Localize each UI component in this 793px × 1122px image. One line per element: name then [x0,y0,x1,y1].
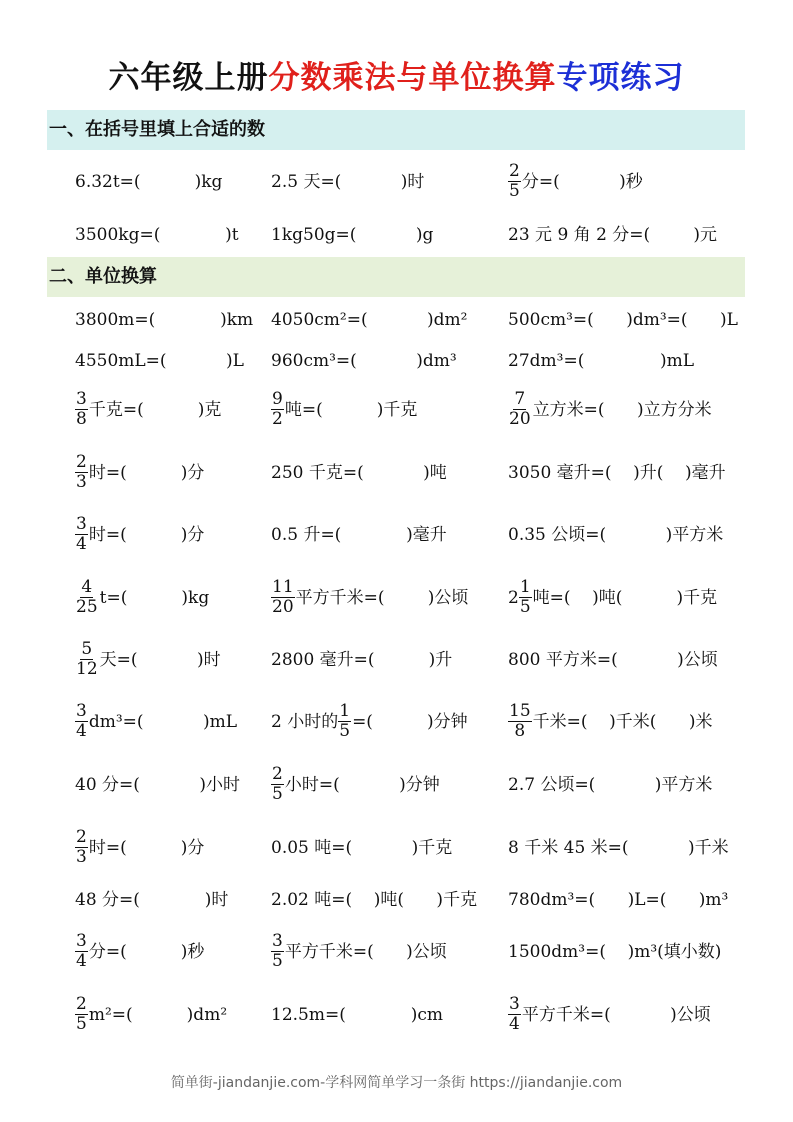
title-part-topic: 分数乘法与单位换算 [268,60,557,96]
exercise-text: 0.05 吨=( )千克 [271,838,453,858]
fraction-numerator: 3 [509,994,520,1014]
fraction [519,578,532,617]
exercise-item [508,310,738,330]
exercise-item [508,225,717,245]
exercise-text: 分=( )秒 [521,171,643,192]
exercise-item [271,310,468,330]
exercise-text: 3500kg=( )t [75,225,239,245]
exercise-text: 500cm³=( )dm³=( )L [508,310,738,330]
exercise-text: 时=( )分 [88,837,205,858]
fraction-numerator: 3 [76,931,87,951]
exercise-item [75,225,239,245]
exercise-text: dm³=( )mL [88,711,238,732]
fraction-numerator: 9 [272,389,283,409]
exercise-text: 2800 毫升=( )升 [271,650,453,670]
fraction [508,995,521,1034]
exercise-text: m²=( )dm² [88,1004,228,1025]
exercise-text: 千米=( )千米( )米 [532,711,713,732]
exercise-item [508,390,712,429]
exercise-text: 800 平方米=( )公顷 [508,650,718,670]
exercise-text: 1500dm³=( )m³(填小数) [508,942,722,962]
exercise-item [271,225,433,245]
exercise-item [508,578,717,617]
exercise-text: 12.5m=( )cm [271,1005,443,1025]
fraction-numerator: 15 [509,701,531,721]
exercise-item [508,162,643,201]
exercise-item [271,702,468,741]
exercise-item [271,765,440,804]
exercise-item [75,995,227,1034]
exercise-item [271,351,457,371]
exercise-text: 时=( )分 [88,462,205,483]
exercise-text: 960cm³=( )dm³ [271,351,457,371]
fraction-denominator: 12 [76,659,98,679]
exercise-text: 780dm³=( )L=( )m³ [508,890,729,910]
fraction-denominator: 25 [76,597,98,617]
exercise-item [271,838,452,858]
exercise-text: 40 分=( )小时 [75,775,240,795]
exercise-item [75,453,204,492]
exercise-item [508,702,712,741]
fraction-denominator: 5 [339,721,351,741]
exercise-item [508,650,718,670]
exercise-text: 1kg50g=( )g [271,225,434,245]
exercise-text: 立方米=( )立方分米 [532,399,712,420]
fraction [508,162,521,201]
fraction [75,515,88,554]
fraction-numerator: 7 [514,389,526,409]
title-part-practice: 专项练习 [556,60,685,96]
exercise-text: 时=( )分 [88,524,205,545]
fraction-numerator: 2 [509,161,520,181]
fraction-denominator: 8 [76,409,87,429]
exercise-text: 3800m=( )km [75,310,254,330]
exercise-text: 23 元 9 角 2 分=( )元 [508,225,718,245]
fraction-denominator: 5 [509,181,520,201]
exercise-text: 天=( )时 [99,649,221,670]
exercise-item [271,932,447,971]
exercise-text: 48 分=( )时 [75,890,229,910]
fraction [271,932,284,971]
exercise-prefix: 2 [508,587,519,608]
fraction-denominator: 20 [272,597,294,617]
exercise-text: 2.5 天=( )时 [271,172,425,192]
section-heading-unit-conversion: 二、单位换算 [47,257,745,297]
exercise-item [508,890,728,910]
fraction-denominator: 5 [519,597,531,617]
exercise-item [271,390,417,429]
fraction-denominator: 5 [76,1014,87,1034]
exercise-item [75,890,228,910]
exercise-text: 8 千米 45 米=( )千米 [508,838,729,858]
exercise-item [508,838,729,858]
exercise-item [75,515,204,554]
fraction-numerator: 2 [76,452,87,472]
fraction [271,578,295,617]
fraction [75,995,88,1034]
exercise-item [508,351,694,371]
fraction-numerator: 3 [272,931,283,951]
exercise-item [75,310,253,330]
fraction-numerator: 1 [519,577,531,597]
exercise-text: 平方千米=( )公顷 [521,1004,711,1025]
exercise-item [508,775,712,795]
exercise-item [271,578,468,617]
fraction-denominator: 20 [509,409,531,429]
exercise-text: 小时=( )分钟 [284,774,440,795]
fraction-numerator: 3 [76,514,87,534]
exercise-prefix: 2 小时的 [271,711,339,732]
exercise-text: 0.5 升=( )毫升 [271,525,447,545]
fraction [75,828,88,867]
exercise-text: 平方千米=( )公顷 [284,941,447,962]
exercise-text: 吨=( )千克 [284,399,418,420]
fraction [508,702,532,741]
exercise-text: 250 千克=( )吨 [271,463,447,483]
exercise-item [75,932,204,971]
exercise-item [271,463,447,483]
exercise-text: 6.32t=( )kg [75,172,223,192]
exercise-item [75,828,204,867]
fraction [271,765,284,804]
exercise-text: 分=( )秒 [88,941,205,962]
exercise-text: 27dm³=( )mL [508,351,695,371]
fraction [75,640,99,679]
exercise-item [75,702,237,741]
fraction-numerator: 3 [76,389,87,409]
title-part-grade: 六年级上册 [108,60,269,96]
fraction-denominator: 5 [272,951,283,971]
exercise-text: 千克=( )克 [88,399,222,420]
fraction [75,932,88,971]
fraction [75,702,88,741]
exercise-item [75,775,240,795]
fraction-numerator: 11 [272,577,294,597]
exercise-item [271,890,477,910]
exercise-text: 4050cm²=( )dm² [271,310,468,330]
exercise-item [271,1005,443,1025]
fraction-denominator: 3 [76,847,87,867]
exercise-item [508,525,723,545]
exercise-item [75,578,209,617]
exercise-text: 3050 毫升=( )升( )毫升 [508,463,726,483]
section-heading-fill-blanks: 一、在括号里填上合适的数 [47,110,745,150]
exercise-text: 吨=( )吨( )千克 [532,587,718,608]
exercise-item [508,942,721,962]
exercise-text: =( )分钟 [352,711,468,732]
fraction [338,702,351,741]
fraction-denominator: 4 [76,721,87,741]
fraction-denominator: 3 [76,472,87,492]
exercise-text: t=( )kg [99,587,210,608]
exercise-item [271,525,447,545]
exercise-text: 2.7 公顷=( )平方米 [508,775,713,795]
exercise-item [271,650,452,670]
exercise-text: 平方千米=( )公顷 [295,587,469,608]
fraction [75,453,88,492]
exercise-text: 0.35 公顷=( )平方米 [508,525,724,545]
exercise-text: 2.02 吨=( )吨( )千克 [271,890,478,910]
exercise-item [508,463,726,483]
fraction-denominator: 2 [272,409,283,429]
exercise-item [75,172,222,192]
fraction-numerator: 2 [76,994,87,1014]
fraction-numerator: 4 [81,577,93,597]
fraction-numerator: 3 [76,701,87,721]
fraction [508,390,532,429]
fraction-numerator: 1 [339,701,351,721]
exercise-item [75,640,221,679]
exercise-text: 4550mL=( )L [75,351,244,371]
fraction [75,390,88,429]
exercise-item [75,390,221,429]
exercise-item [75,351,244,371]
fraction-denominator: 4 [509,1014,520,1034]
fraction-numerator: 2 [76,827,87,847]
fraction-denominator: 8 [514,721,526,741]
exercise-item [271,172,424,192]
fraction [271,390,284,429]
fraction-denominator: 5 [272,784,283,804]
page-title [0,52,793,97]
fraction-denominator: 4 [76,951,87,971]
fraction-numerator: 2 [272,764,283,784]
page-footer: 简单街-jiandanjie.com-学科网简单学习一条街 https://jiandanjie.com [170,1075,623,1091]
exercise-item [508,995,711,1034]
fraction [75,578,99,617]
fraction-numerator: 5 [81,639,93,659]
fraction-denominator: 4 [76,534,87,554]
